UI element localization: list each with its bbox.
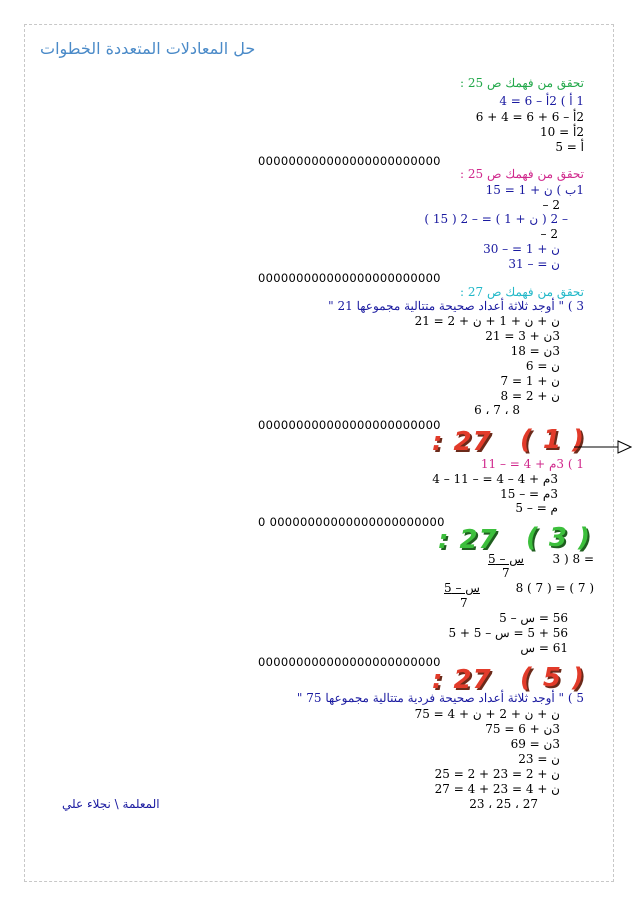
separator: 000000000000000000000000 (258, 271, 441, 285)
section1-line: 1 أ ) 2أ – 6 = 4 (499, 94, 584, 108)
section3-line: ن + 2 = 8 (500, 389, 560, 403)
section6-line: 3ن + 6 = 75 (485, 722, 560, 736)
section2-line: – 2 ( ن + 1 ) = – 2 ( 15 ) (424, 212, 568, 226)
section3-line: 3ن + 3 = 21 (485, 329, 560, 343)
section6-prompt: 5 ) " أوجد ثلاثة أعداد صحيحة فردية متتالية مجموعها 75 " (296, 691, 584, 705)
section5-line: 56 + 5 = س – 5 + 5 (448, 626, 568, 640)
separator: 0 00000000000000000000000 (258, 515, 445, 529)
section5-line: 61 = س (520, 641, 568, 655)
section4-line: 3م = – 15 (500, 487, 558, 501)
section2-line: ن + 1 = – 30 (483, 242, 560, 256)
section5-line: 7 (502, 566, 510, 580)
section3-line: ن + ن + 1 + ن + 2 = 21 (414, 314, 560, 328)
section2-line: – 2 (542, 198, 560, 212)
teacher-signature: المعلمة \ نجلاء علي (62, 797, 160, 811)
section6-line: ن = 23 (518, 752, 560, 766)
exercise-number-badge: ( 5 ) (520, 663, 585, 693)
section5-line: 56 = س – 5 (499, 611, 568, 625)
page-badge: : 27 (432, 427, 492, 457)
separator: 000000000000000000000000 (258, 655, 441, 669)
section2-heading: تحقق من فهمك ص 25 : (460, 167, 584, 181)
section4-line: م = – 5 (515, 501, 558, 515)
separator: 000000000000000000000000 (258, 418, 441, 432)
section3-line: ن = 6 (525, 359, 560, 373)
section2-line: 1ب ) ن + 1 = 15 (485, 183, 584, 197)
section6-line: ن + 4 = 23 + 4 = 27 (434, 782, 560, 796)
section5-fraction: س – 5 (444, 581, 480, 595)
section1-line: 2أ = 10 (540, 125, 584, 139)
section5-line: 3 ) 8 = (552, 552, 594, 566)
section1-line: 2أ – 6 + 6 = 4 + 6 (475, 110, 584, 124)
section6-line: 23 ، 25 ، 27 (469, 797, 538, 811)
section6-line: 3ن = 69 (510, 737, 560, 751)
section6-line: ن + 2 = 23 + 2 = 25 (434, 767, 560, 781)
separator: 000000000000000000000000 (258, 154, 441, 168)
section3-prompt: 3 ) " أوجد ثلاثة أعداد صحيحة متتالية مجموعها 21 " (328, 299, 584, 313)
page-badge: : 27 (438, 525, 498, 555)
section1-heading: تحقق من فهمك ص 25 : (460, 76, 584, 90)
section3-line: 6 ، 7 ، 8 (474, 403, 520, 417)
section6-line: ن + ن + 2 + ن + 4 = 75 (414, 707, 560, 721)
section5-line: 8 ( 7 ) = ( 7 ) (515, 581, 594, 595)
exercise-number-badge: ( 1 ) (520, 425, 585, 455)
section3-line: ن + 1 = 7 (500, 374, 560, 388)
page-badge: : 27 (432, 665, 492, 695)
exercise-number-badge: ( 3 ) (526, 523, 591, 553)
section3-line: 3ن = 18 (510, 344, 560, 358)
section5-fraction: س – 5 (488, 552, 524, 566)
section4-line: 3م + 4 – 4 = – 11 – 4 (432, 472, 558, 486)
section3-heading: تحقق من فهمك ص 27 : (460, 285, 584, 299)
section2-line: ن = – 31 (508, 257, 560, 271)
section1-line: أ = 5 (555, 140, 584, 154)
section2-line: – 2 (540, 227, 558, 241)
section4-line: 1 ) 3م + 4 = – 11 (480, 457, 584, 471)
arrow-right-icon (574, 440, 632, 454)
page-title: حل المعادلات المتعددة الخطوات (40, 39, 256, 58)
section5-line: 7 (460, 596, 468, 610)
